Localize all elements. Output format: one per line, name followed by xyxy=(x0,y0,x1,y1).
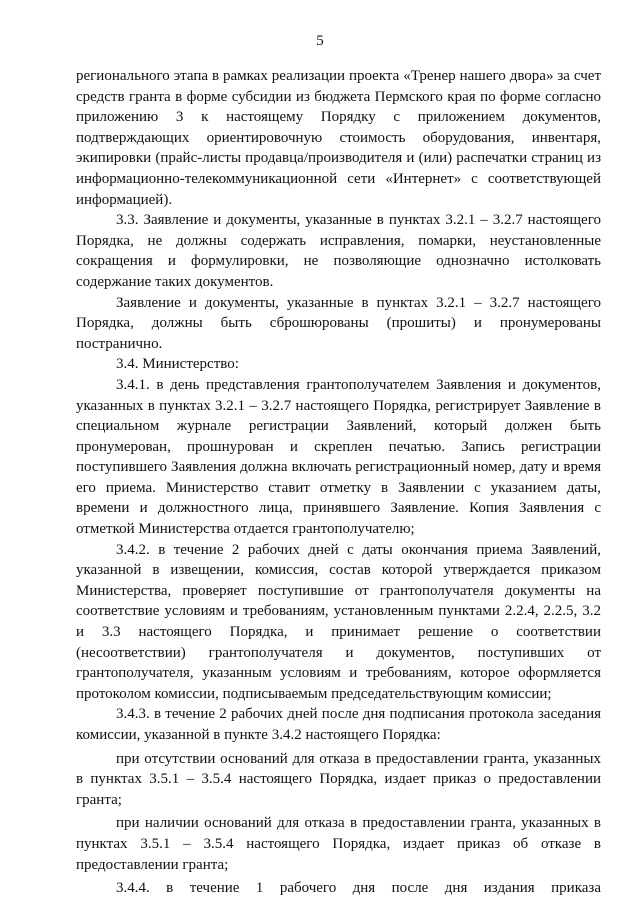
paragraph-3-4: 3.4. Министерство: xyxy=(116,356,239,373)
paragraph-grant-refusal: при наличии оснований для отказа в предоставлении гранта, указанных в пунктах 3.5.1 – 3.5.4 настоящего Порядка, издает приказ об отказе в предоставлении гранта; xyxy=(76,815,601,873)
paragraph-3-4-1: 3.4.1. в день представления грантополучателем Заявления и документов, указанных в пунктах 3.2.1 – 3.2.7 настоящего Порядка, регистрирует Заявление в специальном журнале регистрации Заявлений, который должен быть пронумерован, прошнурован и скреплен печатью. Запись регистрации поступившего Заявления должна включать регистрационный номер, дату и время его приема. Министерство ставит отметку в Заявлении с указанием даты, времени и должностного лица, принявшего Заявление. Копия Заявления с отметкой Министерства отдается грантополучателю; xyxy=(76,376,601,538)
paragraph-3-3-binding: Заявление и документы, указанные в пунктах 3.2.1 – 3.2.7 настоящего Порядка, должны быть сброшюрованы (прошиты) и пронумерованы постранично. xyxy=(76,294,601,352)
paragraph-3-4-4: 3.4.4. в течение 1 рабочего дня после дня издания приказа xyxy=(116,880,601,897)
page-number: 5 xyxy=(316,33,324,49)
paragraph-3-4-2: 3.4.2. в течение 2 рабочих дней с даты окончания приема Заявлений, указанной в извещении, комиссия, состав которой утверждается приказом Министерства, проверяет поступившие от грантополучателя документы на соответствие условиям и требованиям, установленным пунктами 2.2.4, 2.2.5, 3.2 и 3.3 настоящего Порядка, и принимает решение о соответствии (несоответствии) грантополучателя и документов, поступивших от грантополучателя, указанным условиям и требованиям, которое оформляется протоколом комиссии, подписываемым председательствующим комиссии; xyxy=(76,541,601,702)
paragraph-continuation: регионального этапа в рамках реализации проекта «Тренер нашего двора» за счет средств гранта в форме субсидии из бюджета Пермского края по форме согласно приложению 3 к настоящему Порядку с приложением документов, подтверждающих ориентировочную стоимость оборудования, инвентаря, экипировки (прайс-листы продавца/производителя и (или) распечатки страниц из информационно-телекоммуникационной сети «Интернет» с соответствующей информацией). xyxy=(76,68,601,208)
document-body xyxy=(76,66,601,899)
paragraph-grant-approval: при отсутствии оснований для отказа в предоставлении гранта, указанных в пунктах 3.5.1 – 3.5.4 настоящего Порядка, издает приказ о предоставлении гранта; xyxy=(76,750,601,808)
paragraph-3-3: 3.3. Заявление и документы, указанные в пунктах 3.2.1 – 3.2.7 настоящего Порядка, не должны содержать исправления, помарки, неустановленные сокращения и формулировки, не позволяющие однозначно истолковать содержание таких документов. xyxy=(76,212,601,290)
paragraph-3-4-3: 3.4.3. в течение 2 рабочих дней после дня подписания протокола заседания комиссии, указанной в пункте 3.4.2 настоящего Порядка: xyxy=(76,706,601,743)
